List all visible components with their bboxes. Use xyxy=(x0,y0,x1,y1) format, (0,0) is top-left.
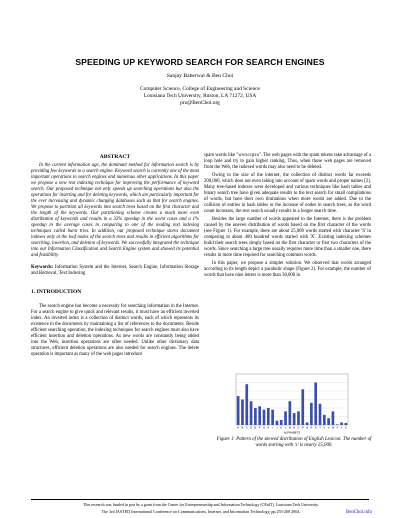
x-tick-label: A xyxy=(237,426,240,430)
x-tick-label: D xyxy=(250,426,253,430)
body-paragraph: In this paper, we propose a simpler solution. We observed that words arranged according to its length depict a parabolic shape (Figure 2). For example, the number of words that have nine letters is more than 30,000 in xyxy=(204,261,371,279)
x-tick-label: C xyxy=(245,426,248,430)
x-tick-label: N xyxy=(293,426,296,430)
x-tick-label: T xyxy=(319,426,321,430)
footnote-rule xyxy=(31,499,369,500)
x-tick-label: S xyxy=(314,426,317,430)
bar-i xyxy=(271,410,274,425)
bar-j xyxy=(276,421,279,425)
abstract-text: In the current information age, the dominant method for information search is by providing few keywords to a search engine. Keyword search is currently one of the most important operations in search engines and numerous other applications. In this paper we propose a new text indexing technique for improving the performance of keyword search. Our proposed technique not only speeds up searching operations but also the operations for inserting and for deleting keywords, which are particularly important for the ever increasing and dynamic changing databases such as that for search engines. We propose to partition all keywords into search trees based on the first character and the length of the keywords. Our partitioning scheme creates a much more even distribution of keywords and results in a 32% speedup in the worst cases and a 1% speedup in the average cases in comparing to one of the leading text indexing techniques called burst tries. In addition, our proposed technique stores document indexes only at the leaf nodes of the search trees and results in efficient algorithms for searching, insertion, and deletion of keywords. We successfully integrated the technique into our Information Classification and Search Engine system and showed its potential and feasibility. xyxy=(31,163,199,259)
x-tick-label: K xyxy=(280,426,283,430)
keywords-text: Information System and the Internet, Search Engine, Information Storage and Retrieval, Text Indexing xyxy=(31,265,200,277)
bar-v xyxy=(327,418,330,425)
x-tick-label: W xyxy=(331,426,335,430)
bar-o xyxy=(297,411,300,425)
x-axis-label: ALPHABETS xyxy=(283,430,301,435)
paper-title: SPEEDING UP KEYWORD SEARCH FOR SEARCH ENGINES xyxy=(75,57,325,67)
bar-s xyxy=(314,383,317,426)
bar-chart xyxy=(232,371,350,435)
author-email[interactable]: pro@BenChoi.org xyxy=(180,100,220,106)
x-tick-label: B xyxy=(241,426,244,430)
keywords xyxy=(31,265,199,277)
affiliation-line: Computer Science, College of Engineering and Science xyxy=(140,86,260,92)
left-column xyxy=(31,154,199,358)
figure-1-chart xyxy=(232,371,350,435)
bar-r xyxy=(310,403,313,425)
x-tick-label: H xyxy=(267,426,270,430)
bar-x xyxy=(336,424,339,425)
bar-t xyxy=(319,404,322,425)
bar-p xyxy=(301,389,304,425)
x-tick-label: Z xyxy=(345,426,347,430)
bar-c xyxy=(245,384,248,425)
x-tick-label: U xyxy=(323,426,326,430)
x-tick-label: V xyxy=(327,426,330,430)
x-tick-label: R xyxy=(310,426,313,430)
bar-n xyxy=(293,413,296,425)
abstract-heading: ABSTRACT xyxy=(99,154,131,160)
bar-z xyxy=(345,423,348,425)
bar-e xyxy=(254,408,257,425)
bar-h xyxy=(267,408,270,425)
body-paragraph: spam words like "wwxccpxu". The web pages with the spam tokens take advantage of a loop hole and try to gain higher ranking. Thus, when those web pages are removed from the Web, the indexed words may also need to be deleted. xyxy=(204,153,371,171)
x-tick-label: O xyxy=(297,426,300,430)
figure-caption: Figure 1: Pattern of the skewed distribution of English Lexicon. The number of words starting with 's' is nearly 25,000. xyxy=(216,437,372,448)
body-paragraph: Besides the large number of words appeared in the Internet, there is the problem caused by the uneven distribution of words based on the first character of the words (see Figure 1). For example, there are about 25,000 words started with character 'S' in comparing to about 400 hundred words started with 'X'. Existing indexing schemes build their search trees simply based on the first character or first two characters of the words. Since searching a large tree usually requires more time than a smaller one, there results in more time required for searching common words. xyxy=(204,217,371,259)
bar-a xyxy=(237,396,240,425)
x-tick-label: Y xyxy=(340,426,343,430)
bar-g xyxy=(263,410,266,425)
x-tick-label: G xyxy=(262,426,266,430)
x-tick-label: X xyxy=(336,426,339,430)
affiliation xyxy=(0,86,400,107)
footnote: This research was funded in part by a grant from the Center for Entrepreneurship and Information Technology (CEnIT), Louisiana Tech University. xyxy=(83,502,319,507)
right-column xyxy=(204,153,371,279)
section-heading: 1. INTRODUCTION xyxy=(31,289,82,296)
bar-m xyxy=(289,401,292,425)
x-tick-label: Q xyxy=(306,426,309,430)
bar-b xyxy=(241,400,244,426)
bar-k xyxy=(280,420,283,425)
x-tick-label: L xyxy=(284,426,287,430)
body-paragraph: Owing to the size of the internet, the collection of distinct words far exceeds 200,000, which does not even taking into account of spam words and proper names [2]. Many tree-based indexes were developed and various techniques like hash tables and binary search tree have given adequate results to the text search for small compilations of words, but have their own limitations when more words are added. Due to the collision of entries in hash tables or the increase of nodes in search trees, as the word count increases, the text search usually results in a longer search time. xyxy=(204,173,371,215)
paper-authors: Sanjay Baberwal & Ben Choi xyxy=(166,73,234,79)
bar-f xyxy=(258,406,261,425)
venue-footer: The 3rd IASTED International Conference on Communications, Internet, and Information Technology, pp.255-260 2004. xyxy=(101,509,301,514)
x-tick-label: J xyxy=(276,426,278,430)
x-tick-label: M xyxy=(288,426,291,430)
intro-text: The search engine has become a necessity for searching information in the Internet. For a search engine to give quick and relevant results, it must have an efficient inverted index. An inverted index is a collection of distinct words, each of which represents its existence in the documents by maintaining a list of references to the documents. Beside efficient searching operation, the indexing techniques for search engines must also have efficient insertion and deletion operations. As new words are constantly being added into the Web, insertion operations are often needed. Unlike other dictionary data structures, efficient deletion operations are also needed for search engines. The delete operation is important as many of the web pages introduce xyxy=(31,304,199,358)
bar-w xyxy=(332,411,335,425)
affiliation-line: Louisiana Tech University, Ruston, LA 71272, USA xyxy=(143,93,257,99)
x-tick-label: P xyxy=(301,426,304,430)
bar-q xyxy=(306,422,309,425)
site-link[interactable]: BenChoi.info xyxy=(346,510,372,515)
bar-d xyxy=(250,401,253,425)
bar-l xyxy=(284,411,287,425)
bar-u xyxy=(323,415,326,425)
bar-y xyxy=(340,422,343,425)
x-tick-label: F xyxy=(258,426,261,430)
keywords-label: Keywords: xyxy=(31,265,54,271)
x-tick-label: E xyxy=(254,426,257,430)
x-tick-label: I xyxy=(272,426,273,430)
